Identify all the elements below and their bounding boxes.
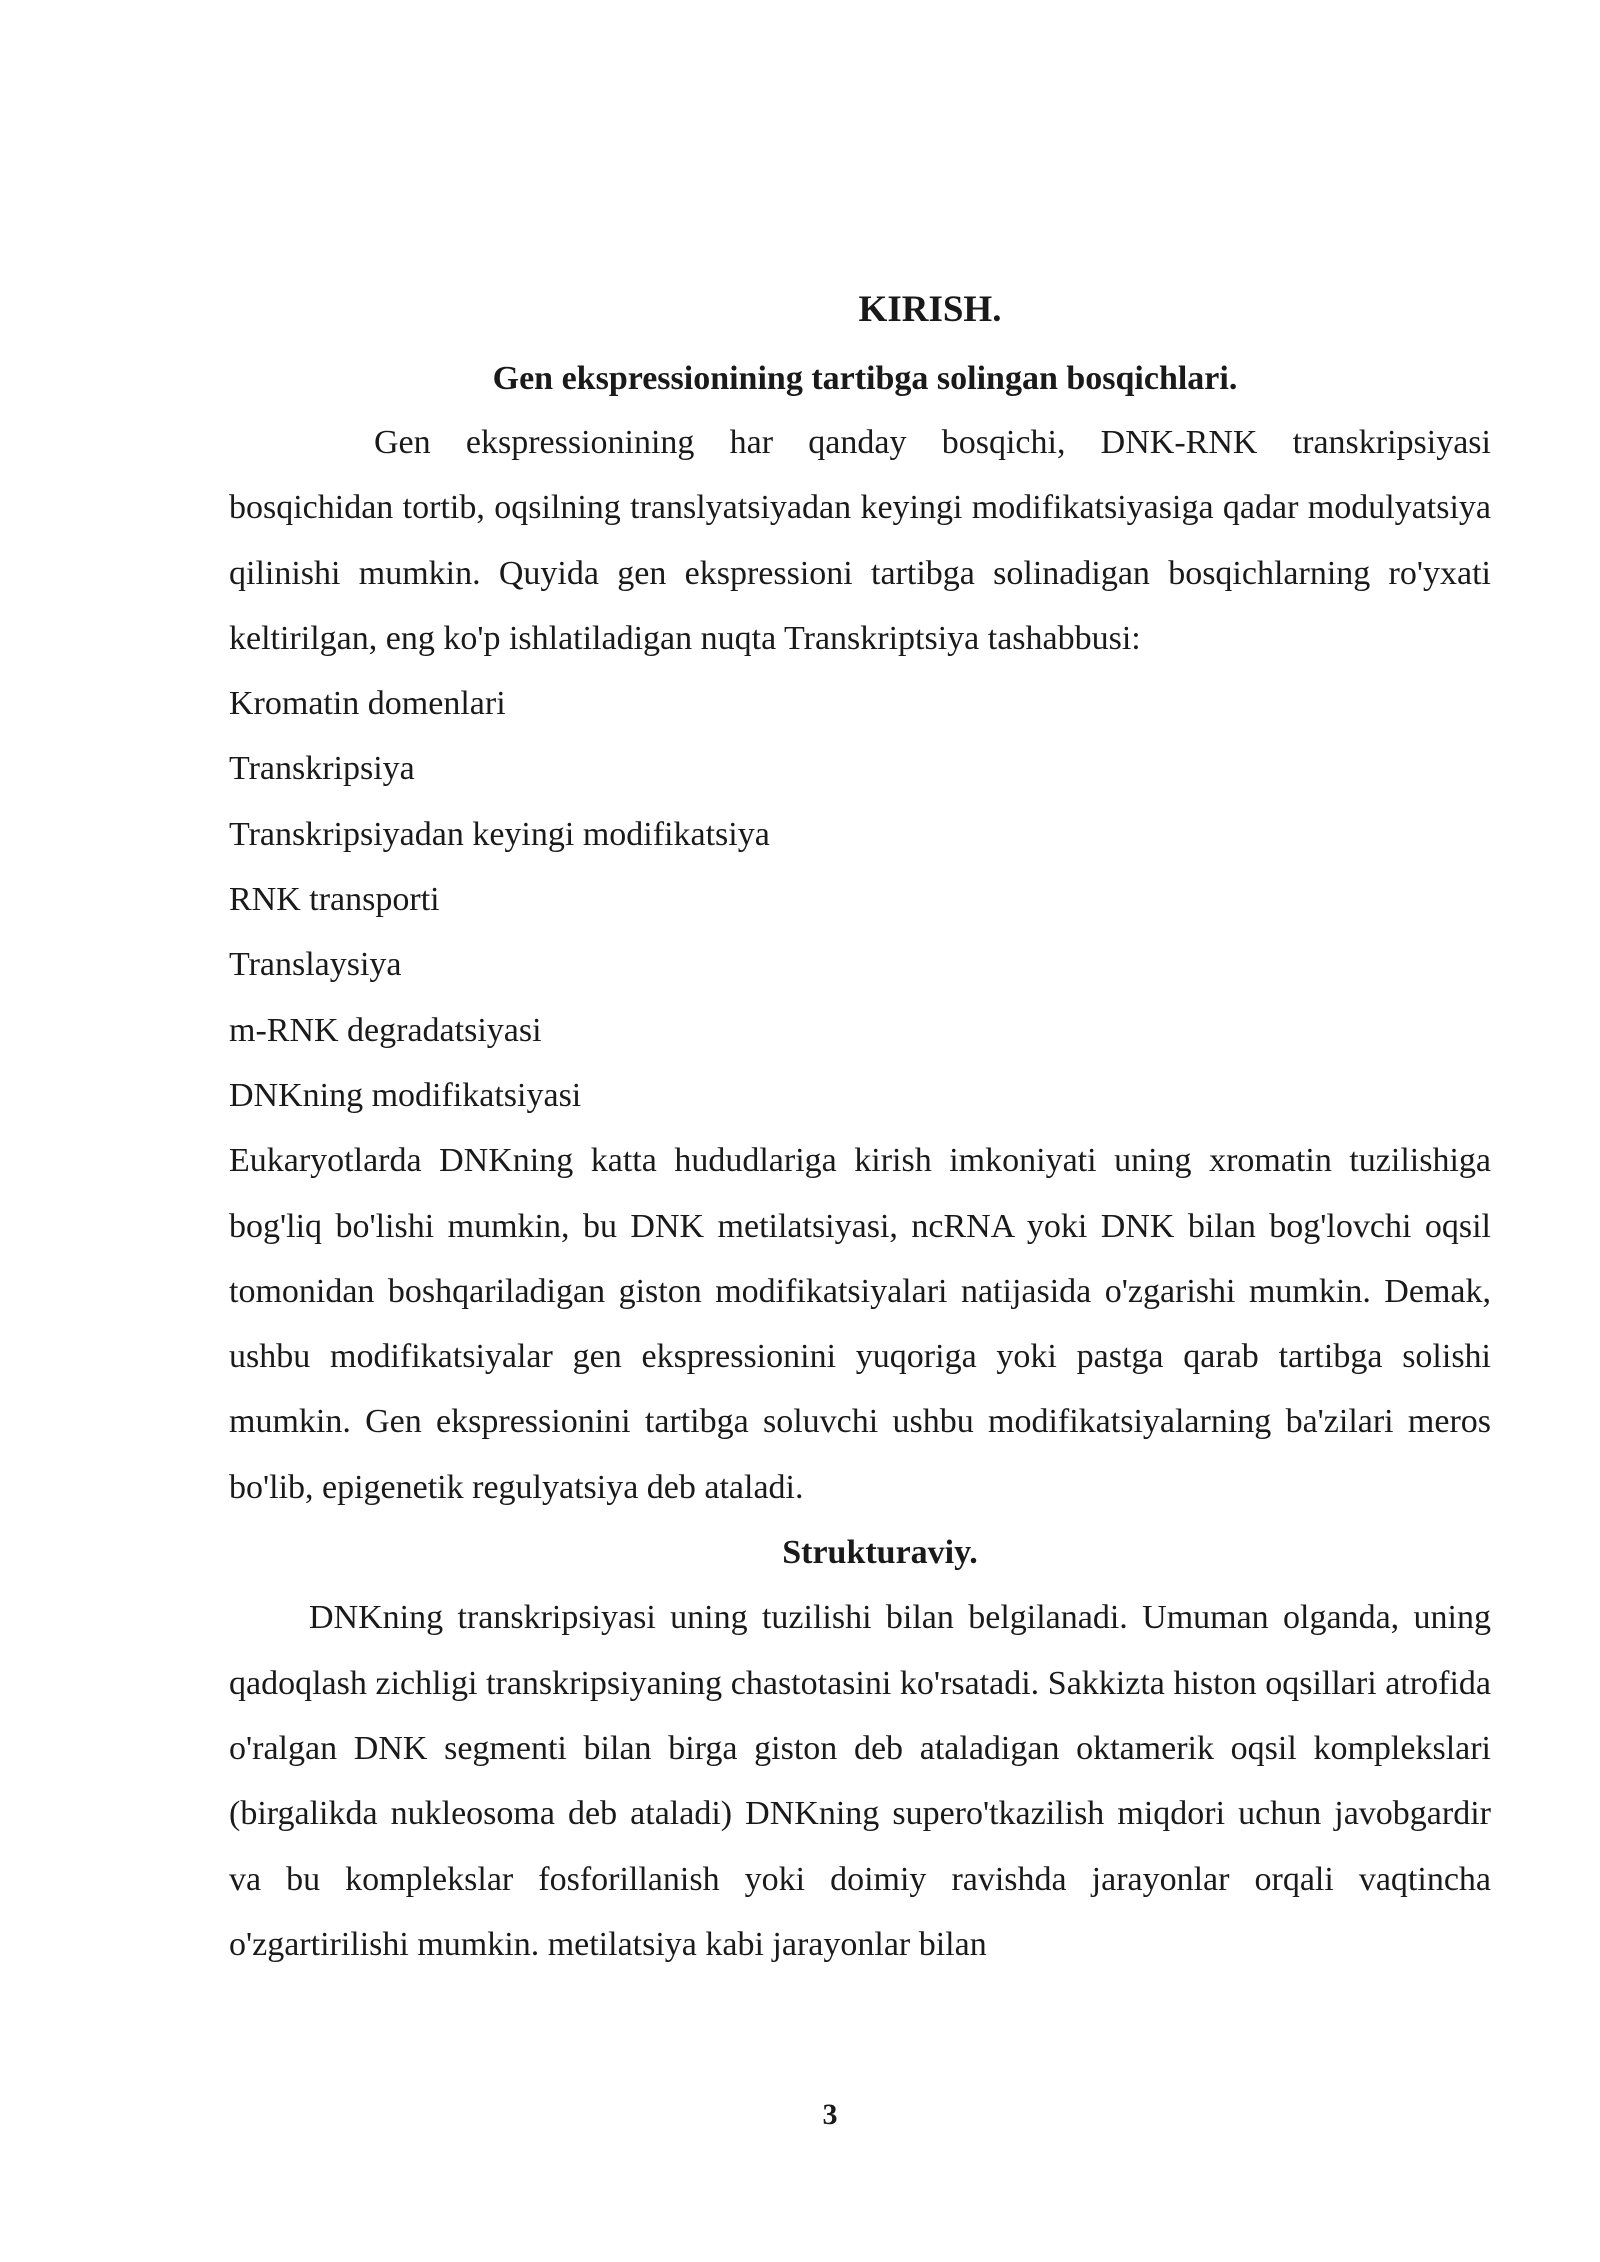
page-subtitle: Gen ekspressionining tartibga solingan bosqichlari. (492, 360, 1238, 397)
list-item: Transkripsiya (229, 750, 415, 788)
list-item: RNK transporti (229, 881, 440, 919)
page-number: 3 (822, 2098, 838, 2131)
eukaryote-paragraph: Eukaryotlarda DNKning katta hududlariga kirish imkoniyati uning xromatin tuzilishiga bog'liq bo'lishi mumkin, bu DNK metilatsiyasi, ncRNA yoki DNK bilan bog'lovchi oqsil tomonidan boshqariladigan giston modifikatsiyalari natijasida o'zgarishi mumkin. Demak, ushbu modifikatsiyalar gen ekspressionini yuqoriga yoki pastga qarab tartibga solishi mumkin. Gen ekspressionini tartibga soluvchi ushbu modifikatsiyalarning ba'zilari meros bo'lib, epigenetik regulyatsiya deb ataladi. (229, 1142, 1491, 1506)
page-title: KIRISH. (858, 289, 1002, 330)
list-item: Translaysiya (229, 946, 402, 984)
list-item: Kromatin domenlari (229, 685, 506, 723)
section-title-structural: Strukturaviy. (782, 1534, 978, 1572)
intro-paragraph: Gen ekspressionining har qanday bosqichi, DNK-RNK transkripsiyasi bosqichidan tortib, oqsilning translyatsiyadan keyingi modifikatsiyasiga qadar modulyatsiya qilinishi mumkin. Quyida gen ekspressioni tartibga solinadigan bosqichlarning ro'yxati keltirilgan, eng ko'p ishlatiladigan nuqta Transkriptsiya tashabbusi: (229, 424, 1491, 657)
structural-paragraph: DNKning transkripsiyasi uning tuzilishi bilan belgilanadi. Umuman olganda, uning qadoqlash zichligi transkripsiyaning chastotasini ko'rsatadi. Sakkizta histon oqsillari atrofida o'ralgan DNK segmenti bilan birga giston deb ataladigan oktamerik oqsil komplekslari (birgalikda nukleosoma deb ataladi) DNKning supero'tkazilish miqdori uchun javobgardir va bu komplekslar fosforillanish yoki doimiy ravishda jarayonlar orqali vaqtincha o'zgartirilishi mumkin. metilatsiya kabi jarayonlar bilan (229, 1599, 1491, 1963)
document-page (229, 280, 1491, 1977)
list-item: DNKning modifikatsiyasi (229, 1076, 582, 1114)
list-item: Transkripsiyadan keyingi modifikatsiya (229, 815, 770, 853)
stages-list (229, 671, 1491, 1128)
list-item: m-RNK degradatsiyasi (229, 1011, 542, 1049)
